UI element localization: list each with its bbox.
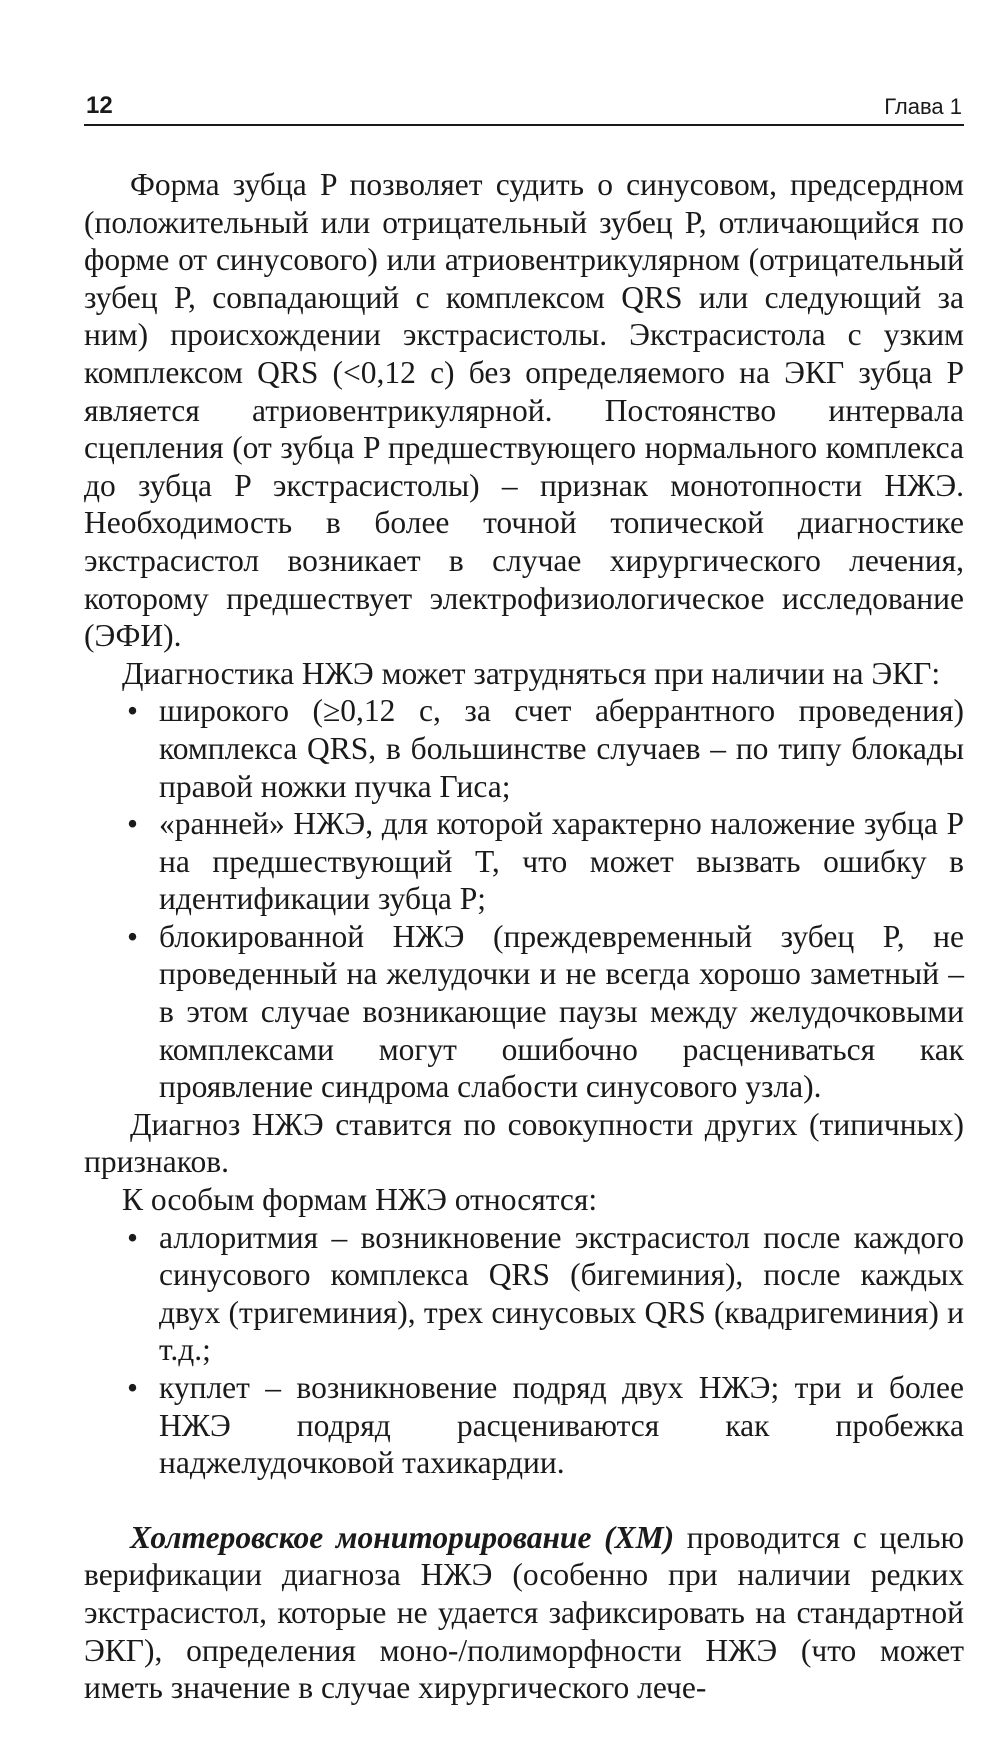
body-text bbox=[84, 166, 964, 1707]
paragraph-diagnosis: Диагноз НЖЭ ставится по совокупности других (типичных) признаков. bbox=[84, 1106, 964, 1180]
paragraph-p-wave-form: Форма зубца P позволяет судить о синусовом, предсердном (положительный или отрицательный зубец P, отличающийся по форме от синусового) или атриовентрикулярном (отрицательный зубец P, совпадающий с комплексом QRS или следующий за ним) происхождении экстрасистолы. Экстрасистола с узким комплексом QRS (<0,12 с) без определяемого на ЭКГ зубца P является атриовентрикулярной. Постоянство интервала сцепления (от зубца P предшествующего нормального комплекса до зубца P экстрасистолы) – признак монотопности НЖЭ. Необходимость в более точной топической диагностике экстрасистол возникает в случае хирургического лечения, которому предшествует электрофизиологическое исследование (ЭФИ). bbox=[84, 167, 964, 654]
bullet-icon: • bbox=[127, 918, 139, 954]
bullet-icon: • bbox=[127, 693, 139, 729]
holter-text: проводится с целью верификации диагноза НЖЭ (особенно при наличии редких экстрасистол, которые не удается зафиксировать на стандартной ЭКГ), определения моно-/полиморфности НЖЭ (что может иметь значение в случае хирургического лече- bbox=[84, 1519, 964, 1706]
page-header bbox=[84, 92, 964, 126]
holter-lead-term: Холтеровское мониторирование (ХМ) bbox=[130, 1519, 675, 1555]
paragraph-special-forms-intro: К особым формам НЖЭ относятся: bbox=[122, 1182, 598, 1218]
list-item: • аллоритмия – возникновение экстрасистол после каждого синусового комплекса QRS (бигеминия), после каждых двух (тригеминия), трех синусовых QRS (квадригеминия) и т.д.; bbox=[127, 1219, 964, 1368]
special-forms-list bbox=[84, 1219, 964, 1482]
bullet-icon: • bbox=[127, 1370, 139, 1405]
list-item: • широкого (≥0,12 с, за счет аберрантного проведения) комплекса QRS, в большинстве случаев – по типу блокады правой ножки пучка Гиса; bbox=[127, 693, 964, 804]
bullet-icon: • bbox=[127, 1219, 139, 1255]
paragraph-holter bbox=[84, 1519, 964, 1707]
diagnostics-list bbox=[84, 692, 964, 1106]
section-spacer bbox=[84, 1482, 964, 1519]
paragraph-diagnostics-intro: Диагностика НЖЭ может затрудняться при наличии на ЭКГ: bbox=[122, 655, 941, 691]
list-item: • куплет – возникновение подряд двух НЖЭ; три и более НЖЭ подряд расцениваются как пробежка наджелудочковой тахикардии. bbox=[127, 1370, 964, 1481]
bullet-icon: • bbox=[127, 806, 139, 842]
page-number: 12 bbox=[86, 92, 113, 119]
chapter-title: Глава 1 bbox=[884, 94, 962, 119]
list-item: • «ранней» НЖЭ, для которой характерно наложение зубца P на предшествующий T, что может вызвать ошибку в идентификации зубца P; bbox=[127, 806, 964, 917]
list-item: • блокированной НЖЭ (преждевременный зубец P, не проведенный на желудочки и не всегда хорошо заметный – в этом случае возникающие паузы между желудочковыми комплексами могут ошибочно расцениваться как проявление синдрома слабости синусового узла). bbox=[127, 918, 964, 1105]
